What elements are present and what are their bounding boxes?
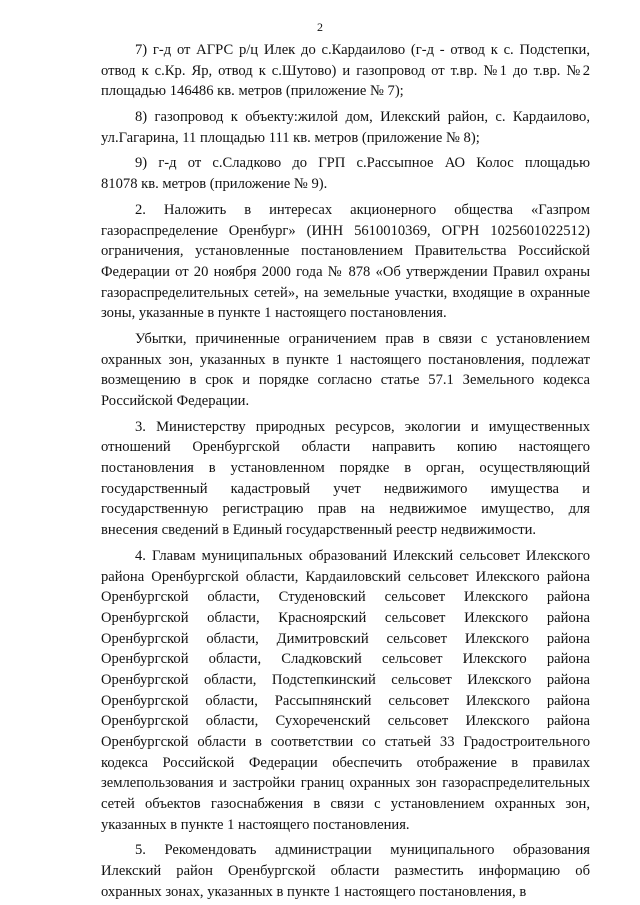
text-line: 7) г-д от АГРС р/ц Илек до с.Кардаилово (г-д - отвод к с. Подстепки,	[135, 42, 590, 58]
text-line: внесения сведений в Единый государственный реестр недвижимости.	[101, 522, 537, 539]
text-line: Оренбургской области, Сладковский сельсовет Илекского района	[101, 651, 590, 668]
text-line: 8) газопровод к объекту:жилой дом, Илекский район, с. Кардаилово,	[135, 109, 590, 126]
text-line: газораспределение Оренбург» (ИНН 5610010369, ОГРН 1025601022512)	[101, 222, 590, 239]
text-line: района Оренбургской области, Кардаиловский сельсовет Илекского района	[101, 568, 590, 585]
paragraph	[101, 200, 590, 324]
text-line: 9) г-д от с.Сладково до ГРП с.Рассыпное АО Колос площадью	[135, 155, 590, 172]
text-line: площадью 146486 кв. метров (приложение № 7);	[101, 83, 404, 100]
text-line: указанных в пункте 1 настоящего постановления.	[101, 816, 410, 833]
paragraph	[101, 417, 590, 541]
text-line: 5. Рекомендовать администрации муниципального образования	[135, 842, 590, 859]
text-line: отношений Оренбургской области направить копию настоящего	[101, 439, 590, 456]
text-line: землепользования и застройки границ охранных зон газораспределительных	[101, 775, 590, 792]
text-line: Оренбургской области в соответствии со статьей 33 Градостроительного	[101, 734, 590, 750]
text-line: 2. Наложить в интересах акционерного общества «Газпром	[135, 201, 590, 218]
text-line: газораспределительных сетей», на земельные участки, входящие в охранные	[101, 284, 590, 301]
text-line: ограничения, установленные постановлением Правительства Российской	[101, 243, 590, 260]
text-line: 4. Главам муниципальных образований Илекский сельсовет Илекского	[135, 547, 590, 564]
paragraph	[101, 840, 590, 902]
text-line: ул.Гагарина, 11 площадью 111 кв. метров (приложение № 8);	[101, 129, 480, 146]
paragraph	[101, 546, 590, 836]
text-line: 81078 кв. метров (приложение № 9).	[101, 176, 328, 193]
paragraph	[101, 40, 590, 102]
text-line: государственную регистрацию прав на недвижимое имущество, для	[101, 501, 590, 518]
text-line: Оренбургской области, Рассыпнянский сельсовет Илекского района	[101, 692, 590, 709]
paragraph	[101, 153, 590, 194]
text-line: Оренбургской области, Красноярский сельсовет Илекского района	[101, 609, 590, 626]
text-line: возмещению в срок и порядке согласно статье 57.1 Земельного кодекса	[101, 372, 590, 389]
page-number: 2	[317, 20, 323, 34]
paragraph	[101, 107, 590, 148]
text-line: Оренбургской области, Сухореченский сельсовет Илекского района	[101, 713, 590, 730]
text-line: охранных зон, указанных в пункте 1 настоящего постановления, подлежат	[101, 351, 590, 368]
text-line: сетей объектов газоснабжения в связи с установлением охранных зон,	[101, 796, 590, 813]
text-line: Оренбургской области, Студеновский сельсовет Илекского района	[101, 589, 590, 606]
text-line: кодекса Российской Федерации обеспечить отображение в правилах	[101, 754, 590, 771]
text-line: отвод к с.Кр. Яр, отвод к с.Шутово) и газопровод от т.вр. №1 до т.вр. №2	[101, 62, 590, 79]
document-body	[101, 40, 590, 903]
text-line: Оренбургской области, Подстепкинский сельсовет Илекского района	[101, 671, 590, 688]
text-line: Федерации от 20 ноября 2000 года № 878 «Об утверждении Правил охраны	[101, 263, 590, 280]
text-line: Илекский район Оренбургской области разместить информацию об	[101, 863, 590, 880]
text-line: государственный кадастровый учет недвижимого имущества и	[101, 480, 590, 497]
text-line: Российской Федерации.	[101, 393, 250, 409]
text-line: 3. Министерству природных ресурсов, экологии и имущественных	[135, 418, 590, 435]
text-line: охранных зонах, указанных в пункте 1 настоящего постановления, в	[101, 883, 527, 900]
text-line: зоны, указанные в пункте 1 настоящего постановления.	[101, 305, 447, 322]
text-line: Убытки, причиненные ограничением прав в связи с установлением	[135, 330, 590, 347]
text-line: постановления в установленном порядке в орган, осуществляющий	[101, 460, 590, 477]
text-line: Оренбургской области, Димитровский сельсовет Илекского района	[101, 630, 590, 647]
paragraph	[101, 329, 590, 412]
